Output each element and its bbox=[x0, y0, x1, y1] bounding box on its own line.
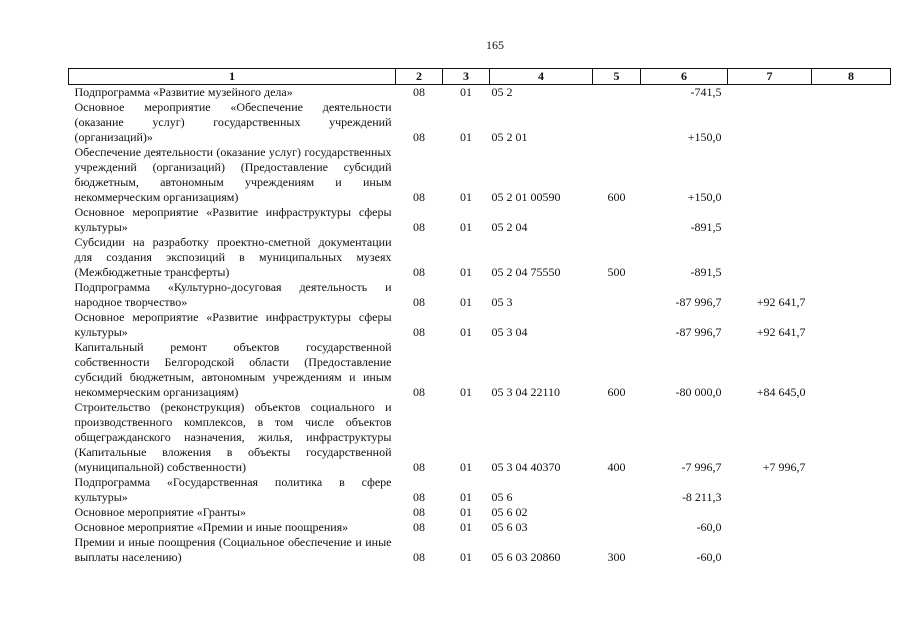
header-col-2: 2 bbox=[396, 69, 443, 85]
row-name: Основное мероприятие «Обеспечение деятельности (оказание услуг) государственных учреждений (организаций)» bbox=[74, 100, 392, 144]
row-expense-type bbox=[593, 205, 641, 235]
row-col7-amount: +92 641,7 bbox=[756, 295, 806, 309]
row-section: 08 bbox=[413, 190, 425, 204]
row-col7-amount bbox=[728, 100, 812, 145]
row-col6-amount: -891,5 bbox=[690, 220, 722, 234]
header-col-4: 4 bbox=[490, 69, 593, 85]
row-col8-amount bbox=[812, 205, 891, 235]
row-name: Основное мероприятие «Гранты» bbox=[74, 505, 246, 519]
row-col7-amount bbox=[728, 475, 812, 505]
row-section: 08 bbox=[413, 550, 425, 564]
row-name: Подпрограмма «Развитие музейного дела» bbox=[74, 85, 293, 99]
row-name: Подпрограмма «Государственная политика в сфере культуры» bbox=[74, 475, 392, 504]
table-row bbox=[69, 280, 891, 310]
row-section: 08 bbox=[413, 505, 425, 519]
row-subsection: 01 bbox=[460, 325, 472, 339]
row-col7-amount bbox=[728, 535, 812, 565]
row-col8-amount bbox=[812, 400, 891, 475]
table-header bbox=[69, 69, 891, 85]
row-name: Капитальный ремонт объектов государственной собственности Белгородской области (Предоставление субсидий бюджетным, автономным учреждениям и иным некоммерческим организациям) bbox=[74, 340, 392, 399]
row-expense-type: 500 bbox=[607, 265, 626, 279]
row-target-article: 05 6 bbox=[491, 490, 513, 504]
row-section: 08 bbox=[413, 325, 425, 339]
budget-table bbox=[68, 68, 891, 565]
table-row bbox=[69, 145, 891, 205]
row-col7-amount: +92 641,7 bbox=[756, 325, 806, 339]
row-expense-type bbox=[593, 100, 641, 145]
row-target-article: 05 2 01 00590 bbox=[491, 190, 561, 204]
row-subsection: 01 bbox=[460, 85, 472, 99]
row-col8-amount bbox=[812, 505, 891, 520]
row-subsection: 01 bbox=[460, 460, 472, 474]
table-row bbox=[69, 535, 891, 565]
row-col7-amount bbox=[728, 235, 812, 280]
row-target-article: 05 6 03 bbox=[491, 520, 528, 534]
row-expense-type bbox=[593, 505, 641, 520]
row-section: 08 bbox=[413, 460, 425, 474]
header-col-1: 1 bbox=[69, 69, 396, 85]
row-col8-amount bbox=[812, 100, 891, 145]
row-name: Основное мероприятие «Премии и иные поощрения» bbox=[74, 520, 349, 534]
row-section: 08 bbox=[413, 490, 425, 504]
row-subsection: 01 bbox=[460, 505, 472, 519]
row-target-article: 05 3 04 bbox=[491, 325, 528, 339]
row-section: 08 bbox=[413, 265, 425, 279]
row-section: 08 bbox=[413, 520, 425, 534]
header-col-3: 3 bbox=[443, 69, 490, 85]
table-row bbox=[69, 205, 891, 235]
table-row bbox=[69, 235, 891, 280]
table-row bbox=[69, 85, 891, 101]
row-subsection: 01 bbox=[460, 265, 472, 279]
row-col6-amount: -87 996,7 bbox=[675, 295, 722, 309]
row-col6-amount: -7 996,7 bbox=[681, 460, 722, 474]
row-target-article: 05 3 bbox=[491, 295, 513, 309]
row-expense-type bbox=[593, 280, 641, 310]
row-col8-amount bbox=[812, 535, 891, 565]
row-col7-amount bbox=[728, 85, 812, 101]
row-expense-type bbox=[593, 520, 641, 535]
row-name: Основное мероприятие «Развитие инфраструктуры сферы культуры» bbox=[74, 205, 392, 234]
table-row bbox=[69, 100, 891, 145]
row-name: Премии и иные поощрения (Социальное обеспечение и иные выплаты населению) bbox=[74, 535, 392, 564]
row-col7-amount: +7 996,7 bbox=[762, 460, 806, 474]
row-col6-amount: -87 996,7 bbox=[675, 325, 722, 339]
row-col6-amount: -60,0 bbox=[696, 550, 722, 564]
row-col6-amount: -741,5 bbox=[690, 85, 722, 99]
row-col8-amount bbox=[812, 235, 891, 280]
row-col8-amount bbox=[812, 310, 891, 340]
row-expense-type: 300 bbox=[607, 550, 626, 564]
row-name: Обеспечение деятельности (оказание услуг) государственных учреждений (организаций) (Предоставление субсидий бюджетным, автономным учреждениям и иным некоммерческим организациям) bbox=[74, 145, 392, 204]
row-section: 08 bbox=[413, 220, 425, 234]
table-row bbox=[69, 400, 891, 475]
row-target-article: 05 3 04 22110 bbox=[491, 385, 561, 399]
row-col6-amount: +150,0 bbox=[687, 190, 722, 204]
row-expense-type: 600 bbox=[607, 385, 626, 399]
row-col7-amount bbox=[728, 145, 812, 205]
row-subsection: 01 bbox=[460, 220, 472, 234]
row-col8-amount bbox=[812, 475, 891, 505]
row-subsection: 01 bbox=[460, 385, 472, 399]
row-section: 08 bbox=[413, 130, 425, 144]
header-row bbox=[69, 69, 891, 85]
row-col8-amount bbox=[812, 145, 891, 205]
header-col-8: 8 bbox=[812, 69, 891, 85]
row-col7-amount bbox=[728, 205, 812, 235]
row-col6-amount: -891,5 bbox=[690, 265, 722, 279]
table-row bbox=[69, 340, 891, 400]
row-subsection: 01 bbox=[460, 550, 472, 564]
row-expense-type bbox=[593, 475, 641, 505]
row-expense-type bbox=[593, 85, 641, 101]
header-col-5: 5 bbox=[593, 69, 641, 85]
table-row bbox=[69, 310, 891, 340]
row-subsection: 01 bbox=[460, 490, 472, 504]
row-name: Основное мероприятие «Развитие инфраструктуры сферы культуры» bbox=[74, 310, 392, 339]
row-target-article: 05 2 01 bbox=[491, 130, 528, 144]
row-target-article: 05 2 04 bbox=[491, 220, 528, 234]
table-row bbox=[69, 520, 891, 535]
row-col7-amount bbox=[728, 520, 812, 535]
header-col-7: 7 bbox=[728, 69, 812, 85]
page-number: 165 bbox=[486, 38, 504, 52]
table-body bbox=[69, 85, 891, 566]
row-col6-amount: +150,0 bbox=[687, 130, 722, 144]
header-col-6: 6 bbox=[641, 69, 728, 85]
row-subsection: 01 bbox=[460, 520, 472, 534]
row-expense-type: 600 bbox=[607, 190, 626, 204]
row-section: 08 bbox=[413, 385, 425, 399]
row-name: Подпрограмма «Культурно-досуговая деятельность и народное творчество» bbox=[74, 280, 392, 309]
row-target-article: 05 6 02 bbox=[491, 505, 528, 519]
row-col6-amount: -8 211,3 bbox=[681, 490, 722, 504]
row-col8-amount bbox=[812, 85, 891, 101]
row-name: Строительство (реконструкция) объектов социального и производственного комплексов, в том числе объектов общегражданского назначения, жилья, инфраструктуры (Капитальные вложения в объекты государственной (муниципальной) собственности) bbox=[74, 400, 392, 474]
row-target-article: 05 3 04 40370 bbox=[491, 460, 561, 474]
row-col6-amount: -80 000,0 bbox=[675, 385, 722, 399]
row-col7-amount bbox=[728, 505, 812, 520]
row-section: 08 bbox=[413, 85, 425, 99]
row-expense-type: 400 bbox=[607, 460, 626, 474]
row-target-article: 05 2 04 75550 bbox=[491, 265, 561, 279]
row-subsection: 01 bbox=[460, 295, 472, 309]
row-col8-amount bbox=[812, 520, 891, 535]
row-name: Субсидии на разработку проектно-сметной документации для создания экспозиций в муниципальных музеях (Межбюджетные трансферты) bbox=[74, 235, 392, 279]
row-subsection: 01 bbox=[460, 130, 472, 144]
row-col6-amount bbox=[641, 505, 728, 520]
row-expense-type bbox=[593, 310, 641, 340]
row-col8-amount bbox=[812, 340, 891, 400]
row-subsection: 01 bbox=[460, 190, 472, 204]
row-target-article: 05 2 bbox=[491, 85, 513, 99]
row-target-article: 05 6 03 20860 bbox=[491, 550, 561, 564]
table-row bbox=[69, 505, 891, 520]
row-section: 08 bbox=[413, 295, 425, 309]
row-col7-amount: +84 645,0 bbox=[756, 385, 806, 399]
row-col8-amount bbox=[812, 280, 891, 310]
table-row bbox=[69, 475, 891, 505]
row-col6-amount: -60,0 bbox=[696, 520, 722, 534]
